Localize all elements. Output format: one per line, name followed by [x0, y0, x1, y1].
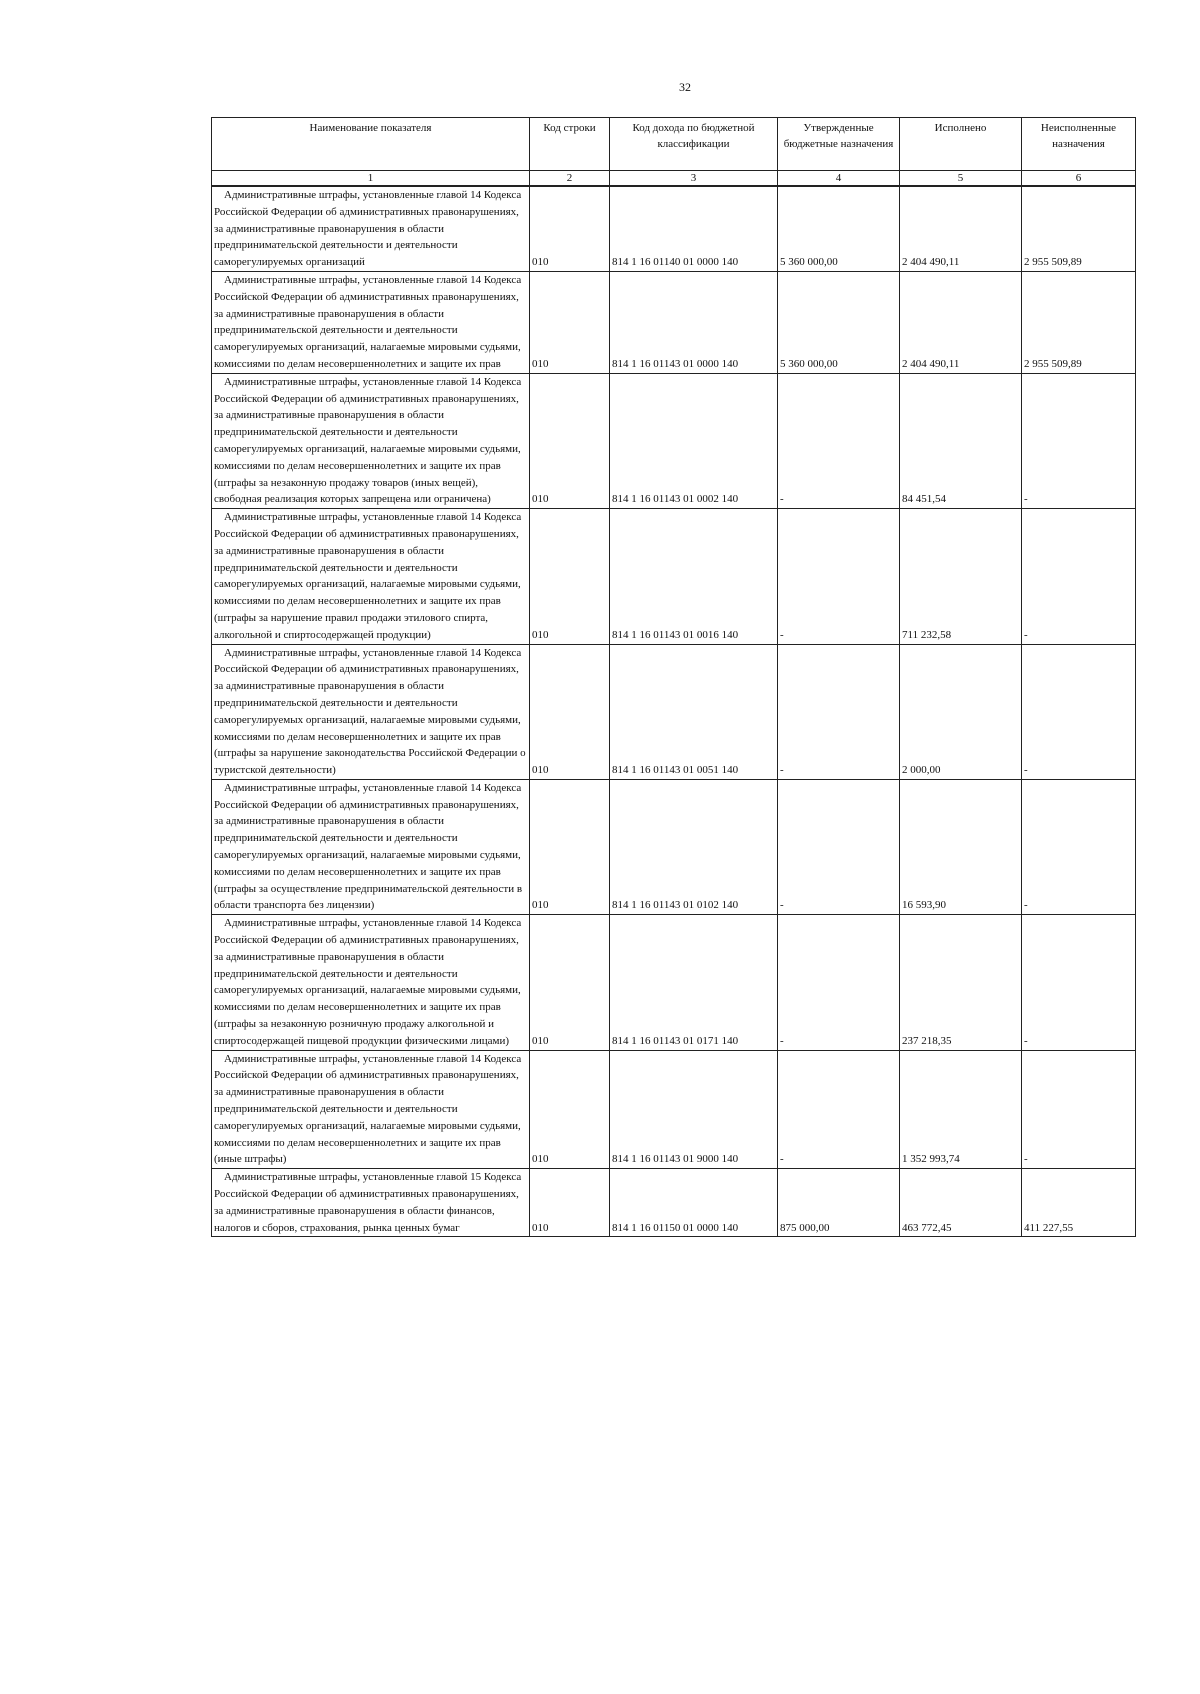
income-code-cell: 814 1 16 01143 01 0002 140	[610, 373, 778, 508]
executed-cell: 84 451,54	[900, 373, 1022, 508]
indicator-name-cell	[212, 1050, 530, 1169]
line-code-cell: 010	[530, 509, 610, 644]
header-approved: Утвержденные бюджетные назначения	[778, 118, 900, 171]
unexecuted-cell: -	[1022, 779, 1136, 914]
indicator-name: Административные штрафы, установленные главой 14 Кодекса Российской Федерации об административных правонарушениях, за административные правонарушения в области предпринимательской деятельности и деятельности саморегулируемых организаций, налагаемые мировыми судьями, комиссиями по делам несовершеннолетних и защите их прав (штрафы за незаконную продажу товаров (иных вещей), свободная реализация которых запрещена или ограничена)	[214, 375, 522, 506]
indicator-name: Административные штрафы, установленные главой 14 Кодекса Российской Федерации об административных правонарушениях, за административные правонарушения в области предпринимательской деятельности и деятельности саморегулируемых организаций, налагаемые мировыми судьями, комиссиями по делам несовершеннолетних и защите их прав (штрафы за нарушение законодательства Российской Федерации о туристской деятельности)	[214, 646, 526, 777]
indicator-name: Административные штрафы, установленные главой 14 Кодекса Российской Федерации об административных правонарушениях, за административные правонарушения в области предпринимательской деятельности и деятельности саморегулируемых организаций, налагаемые мировыми судьями, комиссиями по делам несовершеннолетних и защите их прав	[214, 273, 522, 370]
executed-cell: 711 232,58	[900, 509, 1022, 644]
header-income-code: Код дохода по бюджетной классификации	[610, 118, 778, 171]
line-code-cell: 010	[530, 644, 610, 779]
indicator-name-cell	[212, 779, 530, 914]
indicator-name: Административные штрафы, установленные главой 15 Кодекса Российской Федерации об административных правонарушениях, за административные правонарушения в области финансов, налогов и сборов, страхования, рынка ценных бумаг	[214, 1171, 522, 1234]
table-row	[212, 271, 1136, 373]
table-row	[212, 186, 1136, 271]
unexecuted-cell: -	[1022, 1050, 1136, 1169]
indicator-name-cell	[212, 1169, 530, 1237]
income-code-cell: 814 1 16 01143 01 0051 140	[610, 644, 778, 779]
indicator-name: Административные штрафы, установленные главой 14 Кодекса Российской Федерации об административных правонарушениях, за административные правонарушения в области предпринимательской деятельности и деятельности саморегулируемых организаций, налагаемые мировыми судьями, комиссиями по делам несовершеннолетних и защите их прав (штрафы за незаконную розничную продажу алкогольной и спиртосодержащей пищевой продукции физическими лицами)	[214, 917, 522, 1047]
column-number: 4	[778, 171, 900, 187]
income-code-cell: 814 1 16 01150 01 0000 140	[610, 1169, 778, 1237]
line-code-cell: 010	[530, 186, 610, 271]
approved-cell: 5 360 000,00	[778, 186, 900, 271]
table-row	[212, 1050, 1136, 1169]
unexecuted-cell: 2 955 509,89	[1022, 186, 1136, 271]
header-unexecuted: Неисполненные назначения	[1022, 118, 1136, 171]
page-number: 32	[679, 80, 691, 94]
income-code-cell: 814 1 16 01143 01 0171 140	[610, 915, 778, 1050]
table-header-row	[212, 118, 1136, 171]
indicator-name-cell	[212, 509, 530, 644]
approved-cell: -	[778, 644, 900, 779]
approved-cell: -	[778, 509, 900, 644]
line-code-cell: 010	[530, 779, 610, 914]
unexecuted-cell: -	[1022, 915, 1136, 1050]
unexecuted-cell: -	[1022, 373, 1136, 508]
income-code-cell: 814 1 16 01143 01 0102 140	[610, 779, 778, 914]
column-number: 5	[900, 171, 1022, 187]
executed-cell: 463 772,45	[900, 1169, 1022, 1237]
approved-cell: 875 000,00	[778, 1169, 900, 1237]
executed-cell: 1 352 993,74	[900, 1050, 1022, 1169]
indicator-name: Административные штрафы, установленные главой 14 Кодекса Российской Федерации об административных правонарушениях, за административные правонарушения в области предпринимательской деятельности и деятельности саморегулируемых организаций	[214, 189, 522, 269]
table-row	[212, 915, 1136, 1050]
approved-cell: -	[778, 373, 900, 508]
indicator-name-cell	[212, 373, 530, 508]
indicator-name: Административные штрафы, установленные главой 14 Кодекса Российской Федерации об административных правонарушениях, за административные правонарушения в области предпринимательской деятельности и деятельности саморегулируемых организаций, налагаемые мировыми судьями, комиссиями по делам несовершеннолетних и защите их прав (штрафы за нарушение правил продажи этилового спирта, алкогольной и спиртосодержащей продукции)	[214, 511, 522, 641]
column-number: 3	[610, 171, 778, 187]
income-code-cell: 814 1 16 01143 01 0000 140	[610, 271, 778, 373]
indicator-name-cell	[212, 644, 530, 779]
executed-cell: 2 000,00	[900, 644, 1022, 779]
column-number-row	[212, 171, 1136, 187]
table-row	[212, 373, 1136, 508]
executed-cell: 16 593,90	[900, 779, 1022, 914]
approved-cell: -	[778, 1050, 900, 1169]
executed-cell: 237 218,35	[900, 915, 1022, 1050]
unexecuted-cell: -	[1022, 644, 1136, 779]
budget-execution-table	[211, 117, 1136, 1237]
column-number: 6	[1022, 171, 1136, 187]
table-row	[212, 509, 1136, 644]
indicator-name-cell	[212, 186, 530, 271]
line-code-cell: 010	[530, 1050, 610, 1169]
indicator-name-cell	[212, 271, 530, 373]
approved-cell: 5 360 000,00	[778, 271, 900, 373]
approved-cell: -	[778, 779, 900, 914]
header-executed: Исполнено	[900, 118, 1022, 171]
indicator-name: Административные штрафы, установленные главой 14 Кодекса Российской Федерации об административных правонарушениях, за административные правонарушения в области предпринимательской деятельности и деятельности саморегулируемых организаций, налагаемые мировыми судьями, комиссиями по делам несовершеннолетних и защите их прав (иные штрафы)	[214, 1052, 522, 1166]
header-line-code: Код строки	[530, 118, 610, 171]
header-indicator-name: Наименование показателя	[212, 118, 530, 171]
executed-cell: 2 404 490,11	[900, 271, 1022, 373]
approved-cell: -	[778, 915, 900, 1050]
table-row	[212, 644, 1136, 779]
executed-cell: 2 404 490,11	[900, 186, 1022, 271]
unexecuted-cell: 411 227,55	[1022, 1169, 1136, 1237]
line-code-cell: 010	[530, 373, 610, 508]
column-number: 2	[530, 171, 610, 187]
line-code-cell: 010	[530, 1169, 610, 1237]
unexecuted-cell: 2 955 509,89	[1022, 271, 1136, 373]
income-code-cell: 814 1 16 01143 01 9000 140	[610, 1050, 778, 1169]
indicator-name-cell	[212, 915, 530, 1050]
income-code-cell: 814 1 16 01140 01 0000 140	[610, 186, 778, 271]
column-number: 1	[212, 171, 530, 187]
line-code-cell: 010	[530, 915, 610, 1050]
indicator-name: Административные штрафы, установленные главой 14 Кодекса Российской Федерации об административных правонарушениях, за административные правонарушения в области предпринимательской деятельности и деятельности саморегулируемых организаций, налагаемые мировыми судьями, комиссиями по делам несовершеннолетних и защите их прав (штрафы за осуществление предпринимательской деятельности в области транспорта без лицензии)	[214, 781, 523, 912]
income-code-cell: 814 1 16 01143 01 0016 140	[610, 509, 778, 644]
table-row	[212, 1169, 1136, 1237]
unexecuted-cell: -	[1022, 509, 1136, 644]
table-row	[212, 779, 1136, 914]
line-code-cell: 010	[530, 271, 610, 373]
